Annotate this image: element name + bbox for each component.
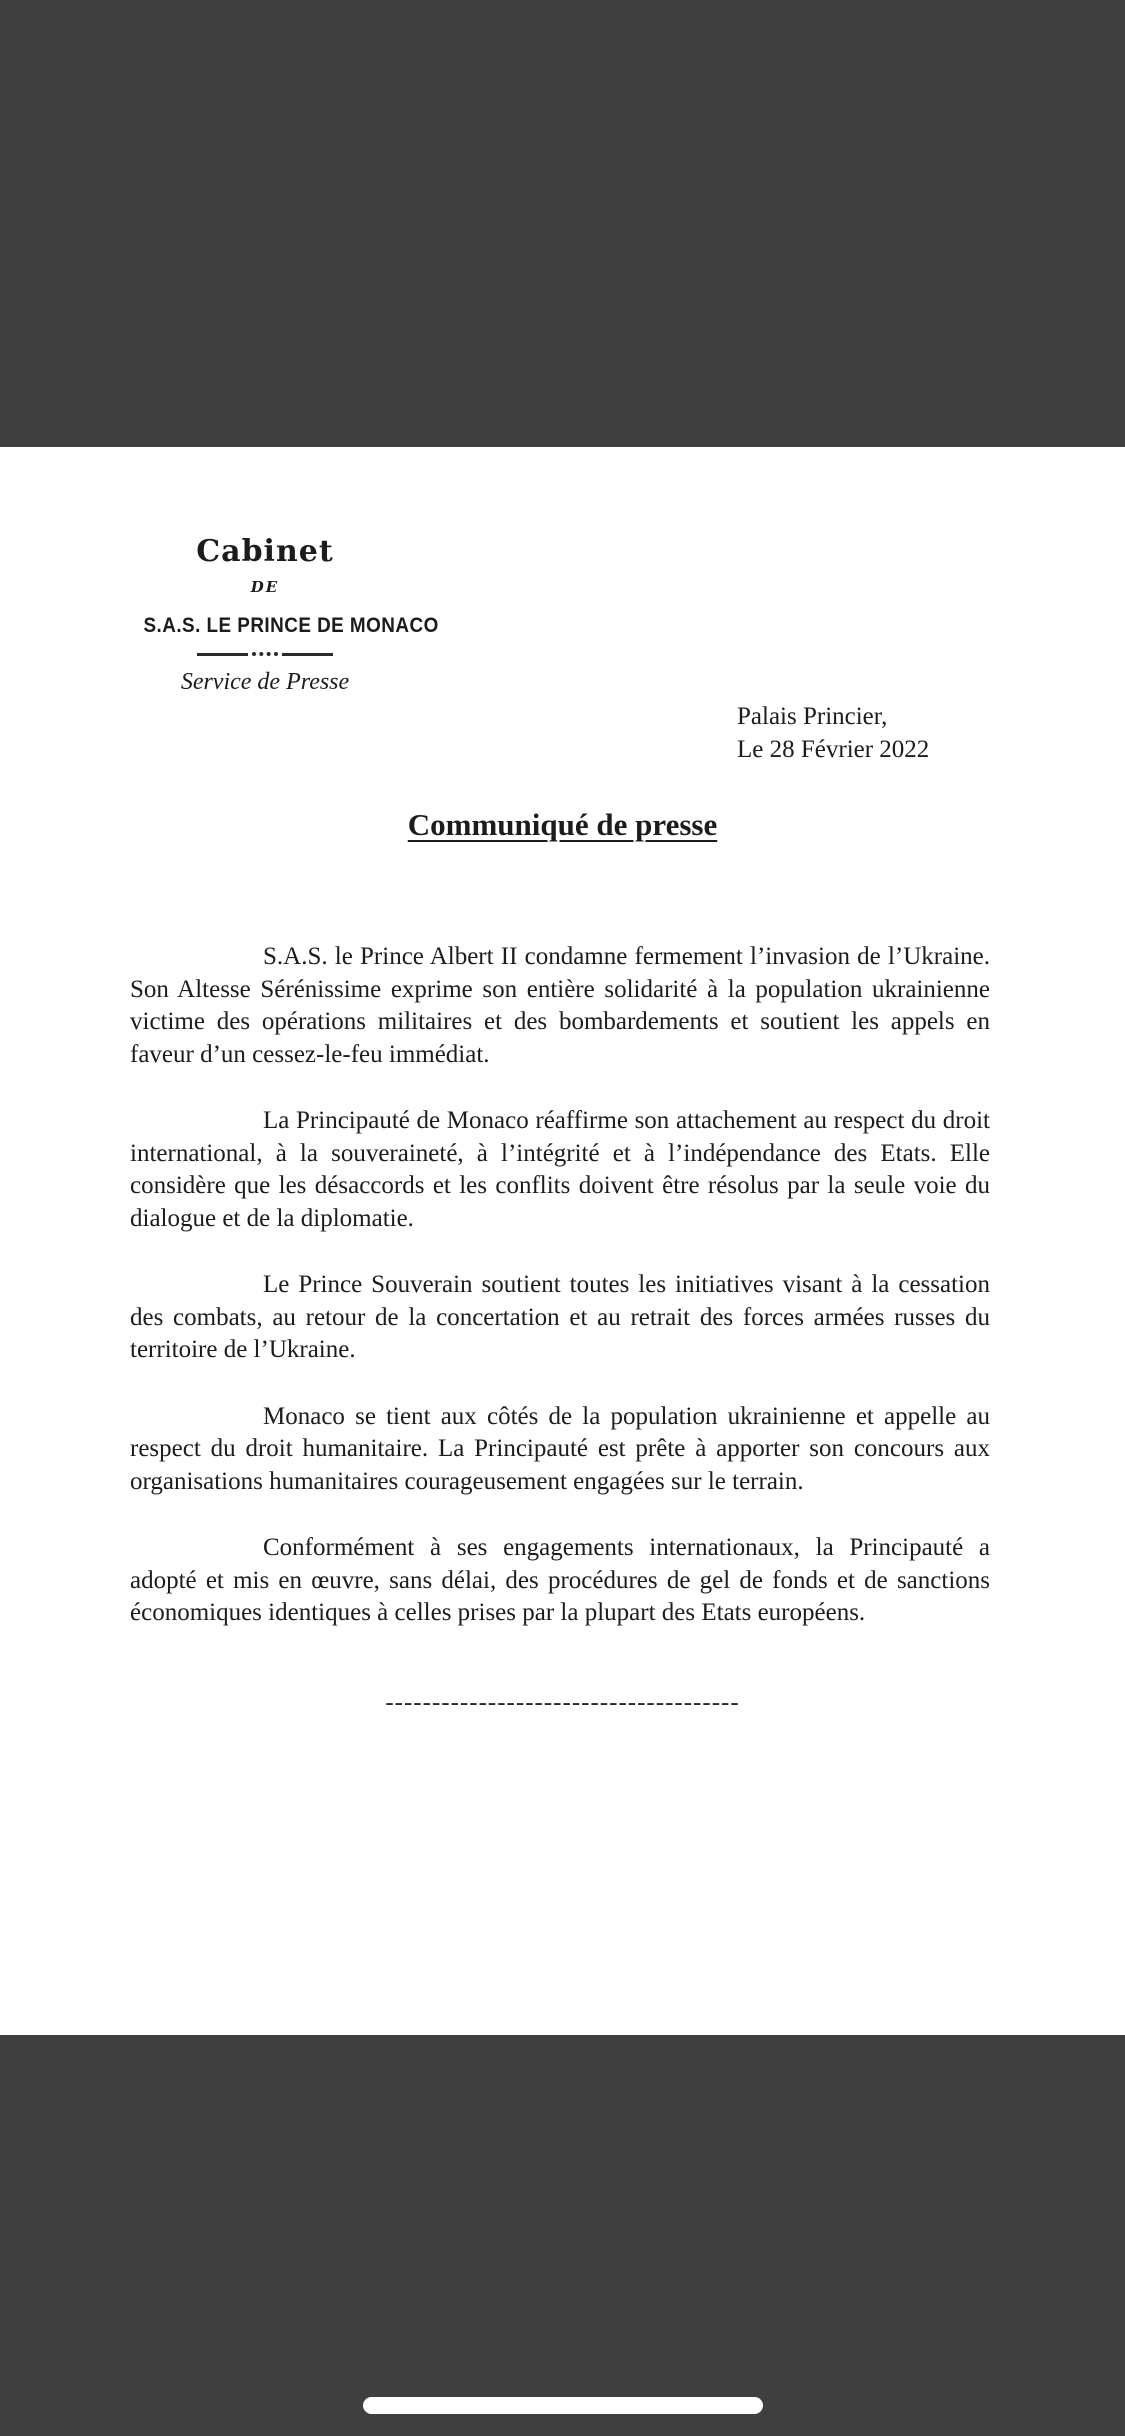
divider-dots-ornament — [252, 652, 278, 656]
paragraph-4: Monaco se tient aux côtés de la population ukrainienne et appelle au respect du droit humanitaire. La Principauté est prête à apporter son concours aux organisations humanitaires courageusement engagées sur le terrain. — [130, 1402, 990, 1495]
dateline — [737, 700, 929, 766]
letterhead-service-de-presse: Service de Presse — [180, 669, 350, 695]
end-of-document-dashes: -------------------------------------- — [385, 1689, 740, 1716]
paragraph-1: S.A.S. le Prince Albert II condamne fermement l’invasion de l’Ukraine. Son Altesse Sérénissime exprime son entière solidarité à la population ukrainienne victime des opérations militaires et des bombardements et soutient les appels en faveur d’un cessez-le-feu immédiat. — [130, 943, 990, 1068]
divider-rule-left — [197, 653, 248, 656]
paragraph-2: La Principauté de Monaco réaffirme son attachement au respect du droit international, à la souveraineté, à l’intégrité et à l’indépendance des Etats. Elle considère que les désaccords et les conflits doivent être résolus par la seule voie du dialogue et de la diplomatie. — [130, 1107, 990, 1232]
document-body — [130, 941, 990, 1664]
home-indicator[interactable] — [363, 2397, 763, 2414]
paragraph-3: Le Prince Souverain soutient toutes les initiatives visant à la cessation des combats, au retour de la concertation et au retrait des forces armées russes du territoire de l’Ukraine. — [130, 1271, 990, 1363]
letterhead-prince-of-monaco: S.A.S. LE PRINCE DE MONACO — [143, 614, 439, 637]
dateline-place: Palais Princier, — [737, 703, 888, 730]
document-page[interactable] — [0, 447, 1125, 2035]
dateline-date: Le 28 Février 2022 — [737, 736, 930, 763]
viewer-bottom-bar — [0, 2035, 1125, 2436]
letterhead-de: DE — [250, 578, 280, 596]
document-title — [0, 807, 1125, 843]
document-title-text: Communiqué de presse — [407, 807, 718, 842]
letterhead-cabinet: Cabinet — [196, 534, 334, 569]
paragraph-5: Conformément à ses engagements internationaux, la Principauté a adopté et mis en œuvre, sans délai, des procédures de gel de fonds et de sanctions économiques identiques à celles prises par la plupart des Etats européens. — [130, 1534, 990, 1626]
letterhead-divider-ornament — [197, 652, 333, 656]
viewer-top-bar — [0, 0, 1125, 447]
letterhead — [130, 534, 439, 695]
divider-rule-right — [282, 653, 333, 656]
